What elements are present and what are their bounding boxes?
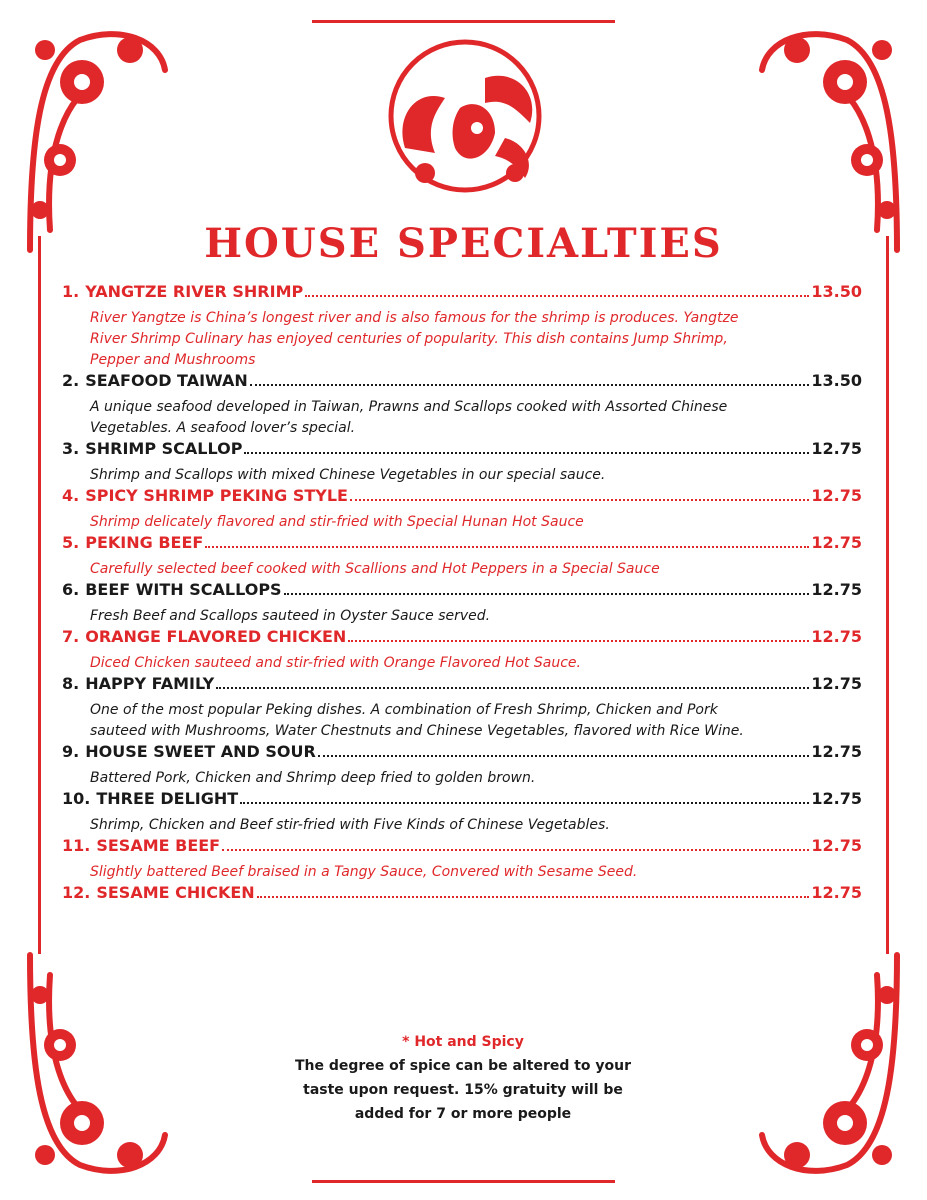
menu-item-header	[62, 742, 862, 768]
menu-item-header	[62, 439, 862, 465]
footer-note	[263, 1030, 663, 1126]
footer-note-line: added for 7 or more people	[354, 1106, 572, 1122]
menu-item-number: 2.	[62, 371, 80, 390]
menu-item-name: HAPPY FAMILY	[85, 674, 215, 693]
footer-note-line: taste upon request. 15% gratuity will be	[303, 1082, 623, 1098]
menu-item-number: 10.	[62, 789, 91, 808]
menu-item-price: 13.50	[811, 371, 862, 390]
menu-item-name: SESAME CHICKEN	[96, 883, 255, 902]
menu-item-price: 12.75	[811, 836, 862, 855]
dot-leader	[284, 593, 810, 595]
menu-item	[62, 486, 862, 533]
menu-item	[62, 371, 862, 439]
top-border-line	[312, 20, 615, 23]
menu-item-header	[62, 580, 862, 606]
hot-spicy-legend: * Hot and Spicy	[402, 1034, 524, 1050]
menu-item-name: SPICY SHRIMP PEKING STYLE	[85, 486, 348, 505]
dot-leader	[305, 295, 809, 297]
dragon-medallion-icon	[365, 38, 565, 198]
footer-note-line: The degree of spice can be altered to your	[294, 1058, 632, 1074]
menu-item-description: Pepper and Mushrooms	[90, 352, 256, 368]
menu-item-header	[62, 789, 862, 815]
menu-item	[62, 883, 862, 909]
menu-item-price: 12.75	[811, 580, 862, 599]
right-border-line	[886, 236, 889, 954]
left-border-line	[38, 236, 41, 954]
bottom-border-line	[312, 1180, 615, 1183]
menu-item-header	[62, 371, 862, 397]
menu-item-price: 12.75	[811, 486, 862, 505]
menu-item-name: ORANGE FLAVORED CHICKEN	[85, 627, 347, 646]
menu-item-header	[62, 282, 862, 308]
dot-leader	[240, 802, 809, 804]
dot-leader	[222, 849, 809, 851]
menu-item-description: Vegetables. A seafood lover’s special.	[90, 420, 356, 436]
page-title: HOUSE SPECIALTIES	[204, 220, 723, 267]
menu-item-description: Slightly battered Beef braised in a Tangy Sauce, Convered with Sesame Seed.	[90, 864, 638, 880]
menu-item-header	[62, 883, 862, 909]
dot-leader	[216, 687, 809, 689]
corner-ornament-bottom-left	[20, 945, 170, 1185]
menu-item-name: SEAFOOD TAIWAN	[85, 371, 248, 390]
menu-item-description: Carefully selected beef cooked with Scallions and Hot Peppers in a Special Sauce	[90, 561, 660, 577]
menu-item-price: 13.50	[811, 282, 862, 301]
menu-item-header	[62, 533, 862, 559]
menu-item	[62, 282, 862, 371]
menu-item-description: Diced Chicken sauteed and stir-fried with Orange Flavored Hot Sauce.	[90, 655, 581, 671]
menu-item-header	[62, 627, 862, 653]
menu-item-header	[62, 486, 862, 512]
menu-item-price: 12.75	[811, 789, 862, 808]
menu-item-name: PEKING BEEF	[85, 533, 204, 552]
menu-item	[62, 439, 862, 486]
menu-item-description: Shrimp delicately flavored and stir-fried with Special Hunan Hot Sauce	[90, 514, 584, 530]
menu-item-price: 12.75	[811, 742, 862, 761]
dot-leader	[257, 896, 810, 898]
menu-item-description: sauteed with Mushrooms, Water Chestnuts and Chinese Vegetables, flavored with Rice Wine.	[90, 723, 744, 739]
menu-item-description: Battered Pork, Chicken and Shrimp deep fried to golden brown.	[90, 770, 536, 786]
menu-item-header	[62, 674, 862, 700]
menu-item-price: 12.75	[811, 627, 862, 646]
menu-item-name: HOUSE SWEET AND SOUR	[85, 742, 316, 761]
menu-item-price: 12.75	[811, 439, 862, 458]
menu-item-number: 9.	[62, 742, 80, 761]
menu-item	[62, 533, 862, 580]
corner-ornament-bottom-right	[757, 945, 907, 1185]
menu-item-name: YANGTZE RIVER SHRIMP	[85, 282, 304, 301]
dot-leader	[350, 499, 809, 501]
dot-leader	[205, 546, 809, 548]
menu-item	[62, 627, 862, 674]
menu-item-number: 8.	[62, 674, 80, 693]
menu-item	[62, 789, 862, 836]
menu-item-description: River Shrimp Culinary has enjoyed centuries of popularity. This dish contains Jump Shrimp,	[90, 331, 728, 347]
menu-item-number: 7.	[62, 627, 80, 646]
dot-leader	[318, 755, 810, 757]
menu-item-name: THREE DELIGHT	[96, 789, 239, 808]
menu-item-number: 1.	[62, 282, 80, 301]
menu-item-header	[62, 836, 862, 862]
menu-item	[62, 836, 862, 883]
menu-item-price: 12.75	[811, 883, 862, 902]
menu-item	[62, 674, 862, 742]
menu-item-number: 11.	[62, 836, 91, 855]
menu-item-description: Fresh Beef and Scallops sauteed in Oyster Sauce served.	[90, 608, 491, 624]
menu-item-number: 6.	[62, 580, 80, 599]
menu-item-price: 12.75	[811, 533, 862, 552]
menu-item-number: 12.	[62, 883, 91, 902]
menu-item-price: 12.75	[811, 674, 862, 693]
dot-leader	[250, 384, 810, 386]
menu-item-name: SESAME BEEF	[96, 836, 221, 855]
menu-item-number: 5.	[62, 533, 80, 552]
menu-list	[62, 282, 862, 909]
menu-item-number: 3.	[62, 439, 80, 458]
dot-leader	[348, 640, 809, 642]
menu-item	[62, 742, 862, 789]
menu-item-description: River Yangtze is China’s longest river and is also famous for the shrimp is produces. Yangtze	[90, 310, 739, 326]
menu-item-number: 4.	[62, 486, 80, 505]
menu-item-description: One of the most popular Peking dishes. A combination of Fresh Shrimp, Chicken and Pork	[90, 702, 718, 718]
menu-item-description: Shrimp, Chicken and Beef stir-fried with Five Kinds of Chinese Vegetables.	[90, 817, 610, 833]
menu-item-name: SHRIMP SCALLOP	[85, 439, 243, 458]
menu-item-description: Shrimp and Scallops with mixed Chinese Vegetables in our special sauce.	[90, 467, 606, 483]
menu-item	[62, 580, 862, 627]
menu-item-description: A unique seafood developed in Taiwan, Prawns and Scallops cooked with Assorted Chinese	[90, 399, 728, 415]
menu-item-name: BEEF WITH SCALLOPS	[85, 580, 282, 599]
dot-leader	[244, 452, 809, 454]
